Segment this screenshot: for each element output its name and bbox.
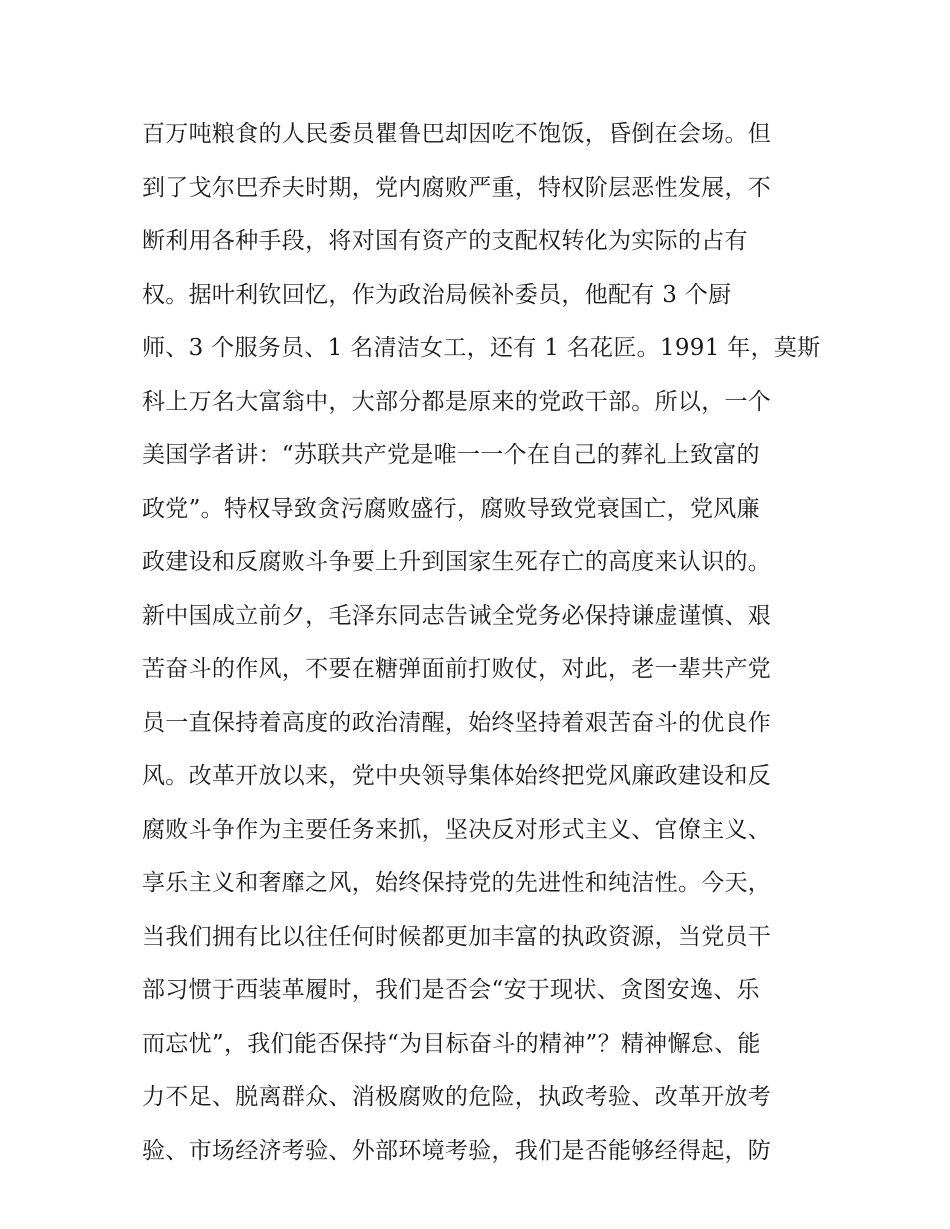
text-line: 政建设和反腐败斗争要上升到国家生死存亡的高度来认识的。 (142, 549, 772, 575)
text-line: 部习惯于西装革履时，我们是否会“安于现状、贪图安逸、乐 (142, 977, 760, 1003)
text-line: 师、3 个服务员、1 名清洁女工，还有 1 名花匠。1991 年，莫斯 (142, 335, 821, 361)
text-line: 美国学者讲：“苏联共产党是唯一一个在自己的葬礼上致富的 (142, 442, 760, 468)
body-text (142, 108, 822, 1178)
text-line: 新中国成立前夕，毛泽东同志告诫全党务必保持谦虚谨慎、艰 (142, 602, 772, 629)
text-line: 当我们拥有比以往任何时候都更加丰富的执政资源，当党员干 (142, 923, 772, 950)
text-line: 风。改革开放以来，党中央领导集体始终把党风廉政建设和反 (142, 763, 772, 789)
text-line: 力不足、脱离群众、消极腐败的危险，执政考验、改革开放考 (142, 1084, 772, 1110)
text-line: 百万吨粮食的人民委员瞿鲁巴却因吃不饱饭，昏倒在会场。但 (142, 121, 772, 147)
text-line: 验、市场经济考验、外部环境考验，我们是否能够经得起，防 (142, 1137, 772, 1164)
text-line: 腐败斗争作为主要任务来抓，坚决反对形式主义、官僚主义、 (142, 816, 772, 843)
text-line: 政党”。特权导致贪污腐败盛行，腐败导致党衰国亡，党风廉 (142, 495, 760, 522)
text-line: 断利用各种手段，将对国有资产的支配权转化为实际的占有 (142, 228, 748, 254)
text-line: 而忘忧”，我们能否保持“为目标奋斗的精神”？精神懈怠、能 (142, 1030, 761, 1057)
text-line: 到了戈尔巴乔夫时期，党内腐败严重，特权阶层恶性发展，不 (142, 174, 772, 201)
text-line: 科上万名大富翁中，大部分都是原来的党政干部。所以，一个 (142, 388, 772, 415)
text-line: 苦奋斗的作风，不要在糖弹面前打败仗，对此，老一辈共产党 (142, 656, 772, 682)
text-line: 员一直保持着高度的政治清醒，始终坚持着艰苦奋斗的优良作 (142, 709, 772, 736)
text-line: 权。据叶利钦回忆，作为政治局候补委员，他配有 3 个厨 (142, 281, 732, 308)
text-line: 享乐主义和奢靡之风，始终保持党的先进性和纯洁性。今天， (142, 870, 772, 896)
